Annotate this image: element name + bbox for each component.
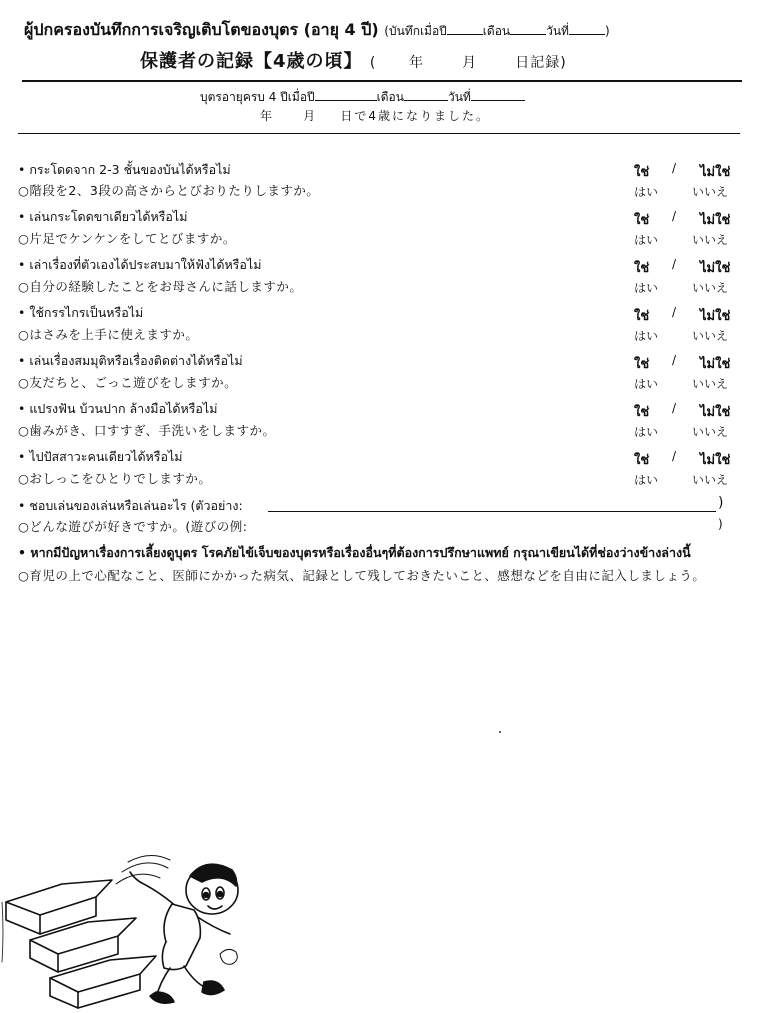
question-4-jp: ○はさみを上手に使えますか。 — [18, 327, 199, 342]
q5-yes-jp[interactable]: はい — [634, 377, 659, 391]
concern-question-jp: ○育児の上で心配なこと、医師にかかった病気、記録として残しておきたいこと、感想などを自由に記入しましょう。 — [18, 568, 706, 583]
q1-yes-th[interactable]: ใช่ — [634, 165, 650, 180]
q7-no-th[interactable]: ไม่ใช่ — [700, 453, 731, 468]
q4-slash: / — [672, 305, 677, 319]
child-on-stairs-illustration — [0, 842, 240, 1013]
play-close-paren-th: ) — [718, 495, 724, 511]
play-question-th: • ชอบเล่นของเล่นหรือเล่นอะไร (ตัวอย่าง: — [18, 498, 243, 513]
q5-yes-th[interactable]: ใช่ — [634, 357, 650, 372]
question-2-th: • เล่นกระโดดขาเดียวได้หรือไม่ — [18, 209, 188, 224]
q4-no-jp[interactable]: いいえ — [692, 329, 729, 343]
age-line-jp: 年 月 日で4歳になりました。 — [260, 109, 491, 123]
title-jp-text: 保護者の記録【4歳の頃】 — [140, 51, 363, 72]
question-6-th: • แปรงฟัน บ้วนปาก ล้างมือได้หรือไม่ — [18, 401, 218, 416]
q6-yes-th[interactable]: ใช่ — [634, 405, 650, 420]
q7-yes-jp[interactable]: はい — [634, 473, 659, 487]
question-7-jp: ○おしっこをひとりでしますか。 — [18, 471, 212, 486]
play-question-jp: ○どんな遊びが好きですか。(遊びの例: — [18, 519, 248, 534]
q7-yes-th[interactable]: ใช่ — [634, 453, 650, 468]
day-blank[interactable] — [569, 24, 605, 35]
q3-yes-jp[interactable]: はい — [634, 281, 659, 295]
q1-yes-jp[interactable]: はい — [634, 185, 659, 199]
q6-slash: / — [672, 401, 677, 415]
q2-no-th[interactable]: ไม่ใช่ — [700, 213, 731, 228]
question-6-jp: ○歯みがき、口すすぎ、手洗いをしますか。 — [18, 423, 276, 438]
question-1-jp: ○階段を2、3段の高さからとびおりたりしますか。 — [18, 183, 320, 198]
question-7-th: • ไปปัสสาวะคนเดียวได้หรือไม่ — [18, 449, 183, 464]
month-blank[interactable] — [510, 24, 546, 35]
q6-no-th[interactable]: ไม่ใช่ — [700, 405, 731, 420]
q6-yes-jp[interactable]: はい — [634, 425, 659, 439]
q1-slash: / — [672, 161, 677, 175]
q4-yes-th[interactable]: ใช่ — [634, 309, 650, 324]
q2-no-jp[interactable]: いいえ — [692, 233, 729, 247]
q6-no-jp[interactable]: いいえ — [692, 425, 729, 439]
q3-no-th[interactable]: ไม่ใช่ — [700, 261, 731, 276]
age-divider — [18, 133, 740, 134]
question-1-th: • กระโดดจาก 2-3 ชั้นของบันได้หรือไม่ — [18, 162, 231, 177]
question-2-jp: ○片足でケンケンをしてとびますか。 — [18, 231, 236, 246]
q7-slash: / — [672, 449, 677, 463]
question-3-th: • เล่าเรื่องที่ตัวเองได้ประสบมาให้ฟังได้หรือไม่ — [18, 257, 262, 272]
age-line-th: บุตรอายุครบ 4 ปีเมื่อปี เดือน วันที่ — [200, 88, 525, 107]
page-title-jp — [140, 47, 567, 73]
q5-no-th[interactable]: ไม่ใช่ — [700, 357, 731, 372]
question-4-th: • ใช้กรรไกรเป็นหรือไม่ — [18, 305, 144, 320]
play-close-paren-jp: ) — [718, 517, 723, 531]
q2-slash: / — [672, 209, 677, 223]
q2-yes-jp[interactable]: はい — [634, 233, 659, 247]
age-month-blank[interactable] — [404, 90, 448, 101]
question-3-jp: ○自分の経験したことをお母さんに話しますか。 — [18, 279, 303, 294]
q5-slash: / — [672, 353, 677, 367]
question-5-jp: ○友だちと、ごっこ遊びをしますか。 — [18, 375, 238, 390]
q3-slash: / — [672, 257, 677, 271]
record-date-jp: ( 年 月 日記録) — [369, 55, 567, 71]
scan-speck — [499, 731, 501, 733]
play-answer-line[interactable] — [268, 511, 716, 512]
q2-yes-th[interactable]: ใช่ — [634, 213, 650, 228]
q4-yes-jp[interactable]: はい — [634, 329, 659, 343]
question-5-th: • เล่นเรื่องสมมุติหรือเรื่องติดต่างได้หรือไม่ — [18, 353, 243, 368]
q7-no-jp[interactable]: いいえ — [692, 473, 729, 487]
q3-no-jp[interactable]: いいえ — [692, 281, 729, 295]
q1-no-th[interactable]: ไม่ใช่ — [700, 165, 731, 180]
q4-no-th[interactable]: ไม่ใช่ — [700, 309, 731, 324]
age-year-blank[interactable] — [315, 90, 377, 101]
header-divider — [22, 80, 742, 82]
q5-no-jp[interactable]: いいえ — [692, 377, 729, 391]
q3-yes-th[interactable]: ใช่ — [634, 261, 650, 276]
age-day-blank[interactable] — [471, 90, 525, 101]
page-title-th — [24, 18, 610, 43]
q1-no-jp[interactable]: いいえ — [692, 185, 729, 199]
record-date-th: (บันทึกเมื่อปี เดือน วันที่ ) — [384, 24, 610, 38]
title-th-text: ผู้ปกครองบันทึกการเจริญเติบโตของบุตร (อายุ 4 ปี) — [24, 20, 379, 39]
year-blank[interactable] — [447, 24, 483, 35]
concern-question-th: • หากมีปัญหาเรื่องการเลี้ยงดูบุตร โรคภัยไข้เจ็บของบุตรหรือเรื่องอื่นๆที่ต้องการปรึกษาแพทย์ กรุณาเขียนได้ที่ช่องว่างข้างล่างนี้ — [18, 545, 691, 560]
